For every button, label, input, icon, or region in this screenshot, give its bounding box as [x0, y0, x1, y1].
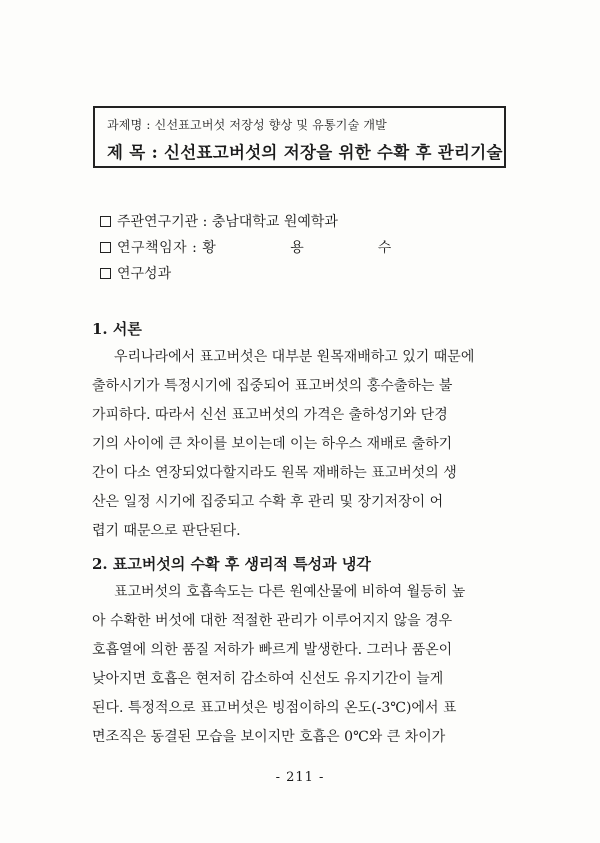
institution-text: 주관연구기관 : 충남대학교 원예학과 [117, 214, 338, 230]
checkbox-icon [100, 242, 111, 253]
info-row-institution [100, 208, 391, 234]
researcher-name-char-2: 용 [290, 240, 304, 256]
document-title: 제 목 : 신선표고버섯의 저장을 위한 수확 후 관리기술 [107, 143, 503, 162]
researcher-name-char-3: 수 [377, 240, 392, 256]
checkbox-icon [100, 216, 111, 227]
info-row-researcher [100, 234, 391, 260]
info-list [100, 208, 391, 286]
paragraph-line: 낮아지면 호흡은 현저히 감소하여 신선도 유지기간이 늘게 [92, 671, 444, 687]
paragraph-line: 산은 일정 시기에 집중되고 수확 후 관리 및 장기저장이 어 [92, 494, 444, 510]
paragraph-line: 표고버섯의 호흡속도는 다른 원예산물에 비하여 월등히 높 [114, 584, 466, 600]
paragraph-line: 렵기 때문으로 판단된다. [92, 523, 241, 539]
info-row-results [100, 260, 391, 286]
paragraph-line: 호흡열에 의한 품질 저하가 빠르게 발생한다. 그러나 품온이 [92, 642, 453, 658]
paragraph-line: 기의 사이에 큰 차이를 보이는데 이는 하우스 재배로 출하기 [92, 436, 453, 452]
project-name: 과제명 : 신선표고버섯 저장성 향상 및 유통기술 개발 [107, 118, 387, 132]
section-1-heading: 1. 서론 [92, 320, 142, 338]
results-text: 연구성과 [117, 266, 172, 282]
paragraph-line: 간이 다소 연장되었다할지라도 원목 재배하는 표고버섯의 생 [92, 465, 457, 481]
section-2-heading: 2. 표고버섯의 수확 후 생리적 특성과 냉각 [92, 555, 371, 573]
paragraph-line: 아 수확한 버섯에 대한 적절한 관리가 이루어지지 않을 경우 [92, 613, 453, 629]
paragraph-line: 출하시기가 특정시기에 집중되어 표고버섯의 홍수출하는 불 [92, 378, 453, 394]
section-2-paragraph [92, 578, 522, 752]
paragraph-line: 가피하다. 따라서 신선 표고버섯의 가격은 출하성기와 단경 [92, 407, 448, 423]
paragraph-line: 우리나라에서 표고버섯은 대부분 원목재배하고 있기 때문에 [114, 349, 475, 365]
checkbox-icon [100, 268, 111, 279]
researcher-label: 연구책임자 : 황 [117, 240, 217, 256]
section-1-paragraph [92, 343, 522, 546]
page-number: - 211 - [275, 770, 325, 785]
title-box [93, 106, 506, 168]
paragraph-line: 된다. 특정적으로 표고버섯은 빙점이하의 온도(-3℃)에서 표 [92, 700, 457, 716]
paragraph-line: 면조직은 동결된 모습을 보이지만 호흡은 0℃와 큰 차이가 [92, 729, 446, 745]
